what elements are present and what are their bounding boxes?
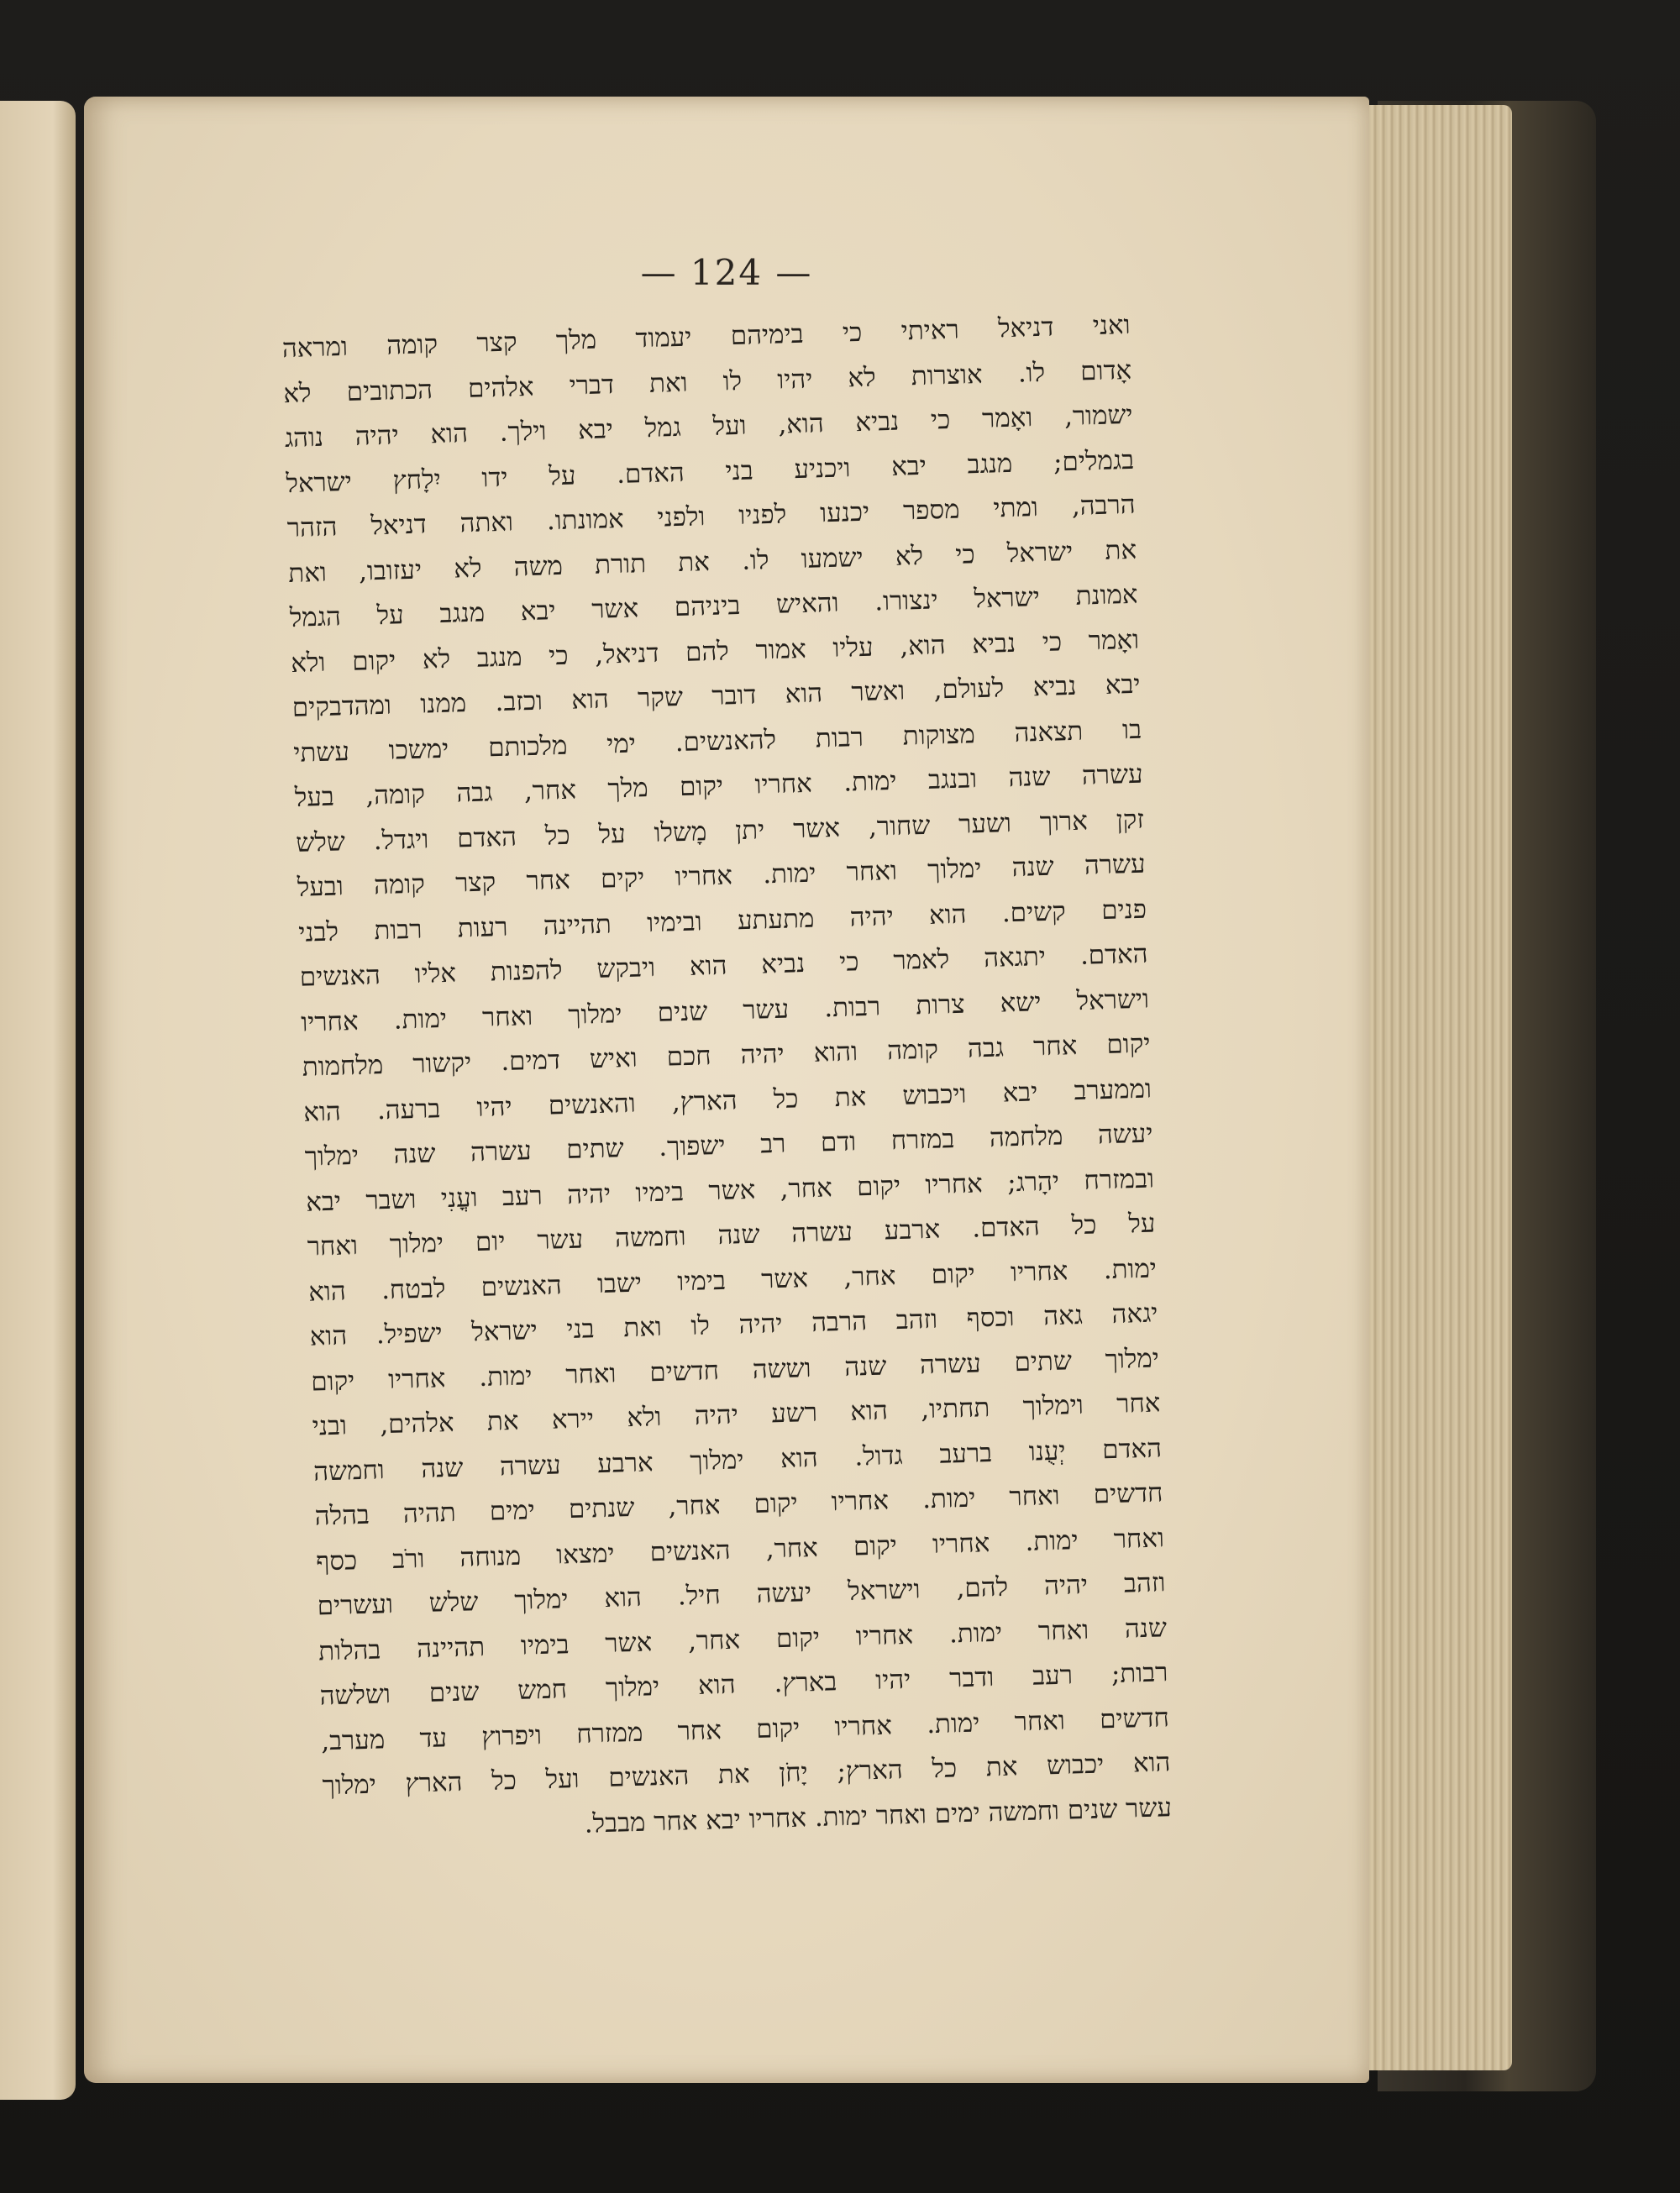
text-line: יגאה גאה וכסף וזהב הרבה יהיה לו ואת בני ישראל ישפיל. הוא xyxy=(309,1298,1158,1352)
text-line: אמונת ישראל ינצורו. והאיש ביניהם אשר יבא מנגב על הגמל xyxy=(289,579,1138,633)
text-line: אָדום לו. אוצרות לא יהיו לו ואת דברי אלהים הכתובים לא xyxy=(282,354,1132,409)
text-line: את ישראל כי לא ישמעו לו. את תורת משה לא יעזובו, ואת xyxy=(287,534,1137,589)
text-line: ימלוך שתים עשרה שנה וששה חדשים ואחר ימות. אחריו יקום xyxy=(310,1342,1160,1398)
text-line: חדשים ואחר ימות. אחריו יקום אחר ממזרח ויפרוץ עד מערב, xyxy=(320,1702,1170,1756)
text-line: זקן ארוך ושער שחור, אשר יתן מָשלו על כל האדם ויגדל. שלש xyxy=(295,804,1145,858)
page-text xyxy=(281,303,1172,1854)
left-page-edge xyxy=(0,101,76,2100)
text-line: האדם יְעֻנו ברעב גדול. הוא ימלוך ארבע עשרה שנה וחמשה xyxy=(312,1432,1163,1487)
text-line: האדם. יתגאה לאמר כי נביא הוא ויבקש להפנות אליו האנשים xyxy=(299,938,1148,993)
text-line: ואָמר כי נביא הוא, עליו אמור להם דניאל, כי מנגב לא יקום ולא xyxy=(290,624,1140,679)
text-line: ואני דניאל ראיתי כי בימיהם יעמוד מלך קצר קומה ומראה xyxy=(281,309,1131,365)
text-line: יקום אחר גבה קומה והוא יהיה חכם ואיש דמים. יקשור מלחמות xyxy=(302,1028,1151,1083)
text-line: רבות; רעב ודבר יהיו בארץ. הוא ימלוך חמש שנים ושלשה xyxy=(319,1657,1168,1712)
text-line: ימות. אחריו יקום אחר, אשר בימיו ישבו האנשים לבטח. הוא xyxy=(307,1252,1158,1308)
text-line: ואחר ימות. אחריו יקום אחר, האנשים ימצאו מנוחה ורֹב כסף xyxy=(315,1522,1165,1577)
book-page xyxy=(84,97,1369,2083)
page-edges xyxy=(1344,105,1512,2070)
text-line: בגמלים; מנגב יבא ויכניע בני האדם. על ידו יִלָחץ ישראל xyxy=(285,444,1135,499)
text-line: עשרה שנה ובנגב ימות. אחריו יקום מלך אחר, גבה קומה, בעל xyxy=(294,758,1143,813)
text-line: יבא נביא לעולם, ואשר הוא דובר שקר הוא וכזב. ממנו ומהדבקים xyxy=(291,669,1141,723)
text-line: הוא יכבוש את כל הארץ; יָחֹן את האנשים ועל כל הארץ ימלוך xyxy=(322,1747,1171,1802)
text-line: וממערב יבא ויכבוש את כל הארץ, והאנשים יהיו ברעה. הוא xyxy=(302,1073,1152,1128)
text-line: וישראל ישא צרות רבות. עשר שנים ימלוך ואחר ימות. אחריו xyxy=(300,984,1150,1038)
text-line: יעשה מלחמה במזרח ודם רב ישפוך. שתים עשרה שנה ימלוך xyxy=(304,1118,1153,1173)
text-line: הרבה, ומתי מספר יכנעו לפניו ולפני אמונתו. ואתה דניאל הזהר xyxy=(286,489,1137,543)
text-line: שנה ואחר ימות. אחריו יקום אחר, אשר בימיו תהיינה בהלות xyxy=(318,1612,1168,1666)
text-line: עשר שנים וחמשה ימים ואחר ימות. אחריו יבא אחר מבבל. xyxy=(584,1792,1173,1839)
text-line: על כל האדם. ארבע עשרה שנה וחמשה עשר יום ימלוך ואחר xyxy=(307,1208,1156,1262)
text-line: ישמור, ואָמר כי נביא הוא, ועל גמל יבא וילך. הוא יהיה נוהג xyxy=(284,399,1134,454)
text-line: וזהב יהיה להם, וישראל יעשה חיל. הוא ימלוך שלש ועשרים xyxy=(317,1567,1166,1622)
text-line: פנים קשים. הוא יהיה מתעתע ובימיו תהיינה רעות רבות לבני xyxy=(297,894,1147,948)
text-line: אחר וימלוך תחתיו, הוא רשע יהיה ולא יירא את אלהים, ובני xyxy=(312,1388,1161,1442)
text-line: חדשים ואחר ימות. אחריו יקום אחר, שנתים ימים תהיה בהלה xyxy=(314,1477,1163,1532)
page-number: — 124 — xyxy=(640,252,813,293)
text-line: עשרה שנה ימלוך ואחר ימות. אחריו יקים אחר קצר קומה ובעל xyxy=(297,848,1146,903)
text-line: ובמזרח יהָרג; אחריו יקום אחר, אשר בימיו יהיה רעב ועֳנִי ושבר יבא xyxy=(305,1163,1155,1218)
text-line: בו תצאנה מצוקות רבות להאנשים. ימי מלכותם ימשכו עשתי xyxy=(292,714,1142,769)
